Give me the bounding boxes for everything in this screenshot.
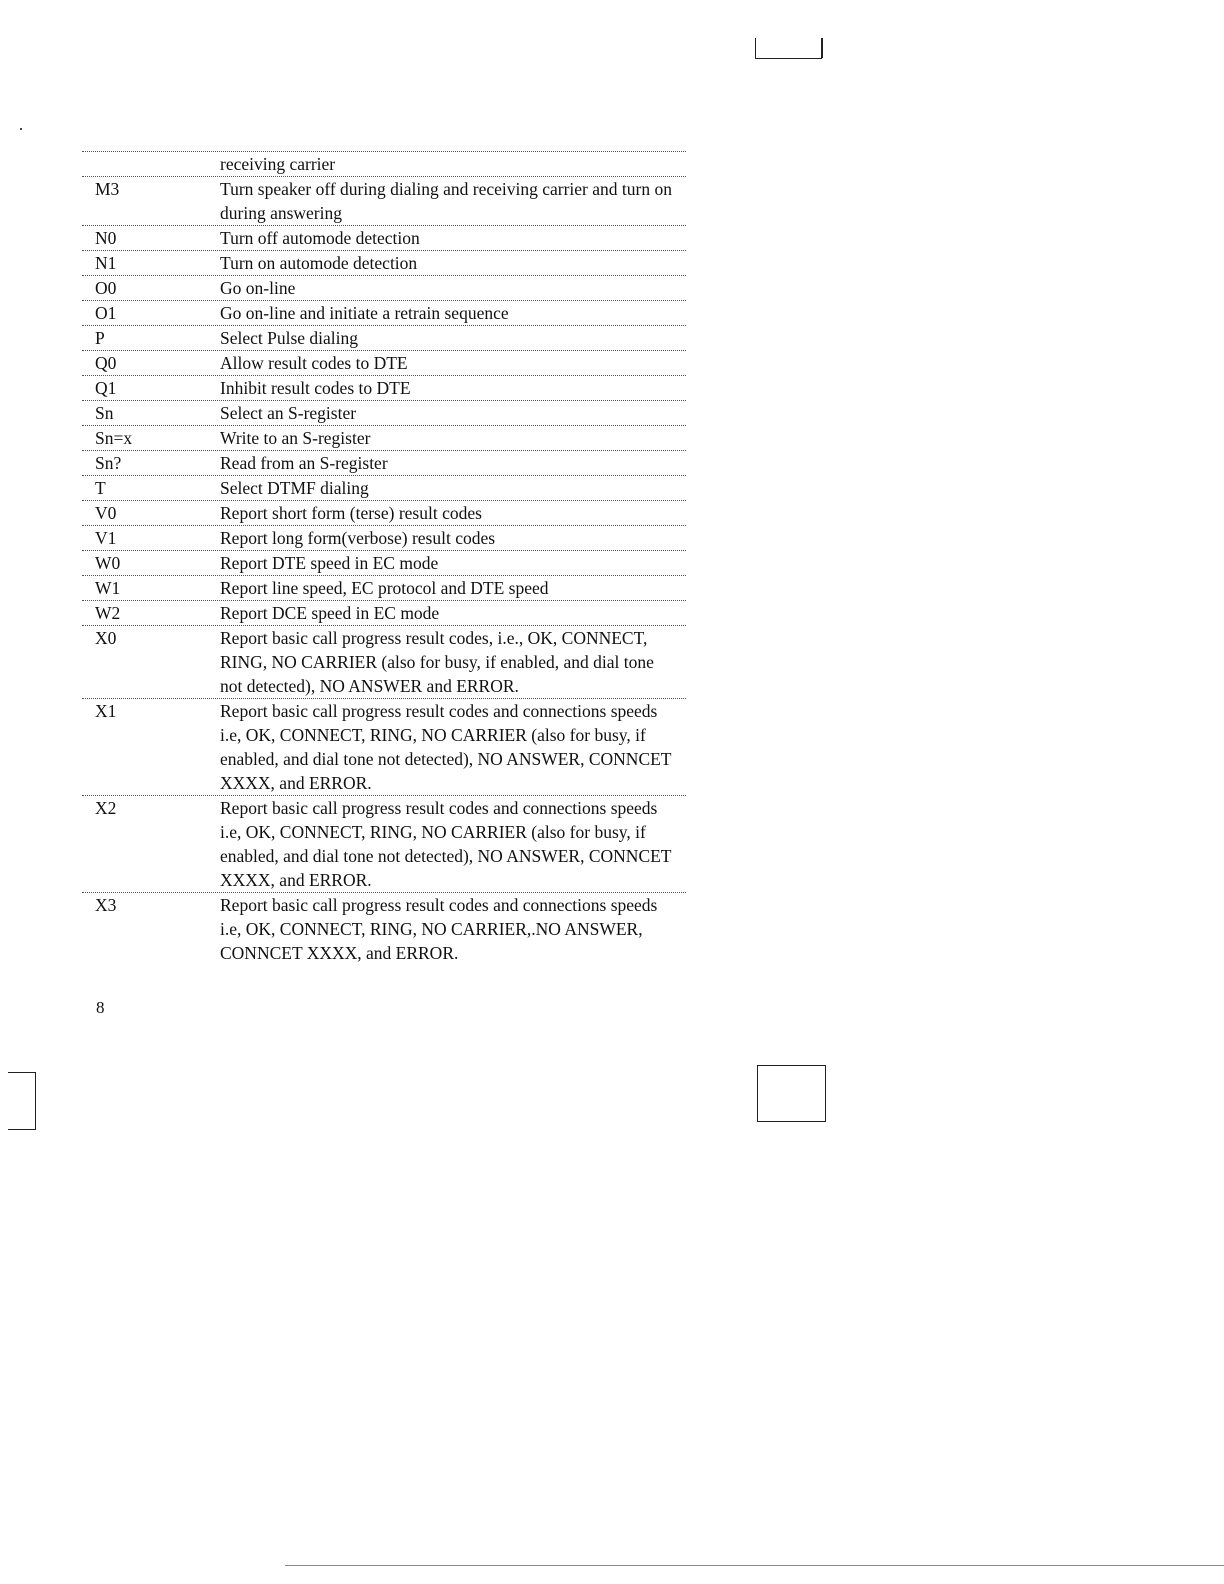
table-row bbox=[82, 301, 686, 326]
command-code: X2 bbox=[95, 798, 117, 818]
command-code: N0 bbox=[95, 228, 117, 248]
table-row bbox=[82, 276, 686, 301]
command-description: Report basic call progress result codes and connections speeds i.e, OK, CONNECT, RING, NO CARRIER (also for busy, if enabled, and dial tone not detected), NO ANSWER, CONNCET XXXX, and ERROR. bbox=[220, 701, 672, 793]
command-code: Sn? bbox=[95, 453, 122, 473]
command-code: N1 bbox=[95, 253, 117, 273]
command-code: V1 bbox=[95, 528, 117, 548]
table-row bbox=[82, 451, 686, 476]
table-row bbox=[82, 401, 686, 426]
command-code: W0 bbox=[95, 553, 121, 573]
scan-speck bbox=[20, 128, 22, 130]
command-description: Turn on automode detection bbox=[220, 253, 418, 273]
table-row bbox=[82, 576, 686, 601]
command-description: Select an S-register bbox=[220, 403, 357, 423]
command-code: P bbox=[95, 328, 105, 348]
table-row bbox=[82, 351, 686, 376]
table-row bbox=[82, 501, 686, 526]
table-row bbox=[82, 796, 686, 893]
table-row bbox=[82, 326, 686, 351]
table-row bbox=[82, 226, 686, 251]
command-description: Report basic call progress result codes and connections speeds i.e, OK, CONNECT, RING, NO CARRIER,.NO ANSWER, CONNCET XXXX, and ERROR. bbox=[220, 895, 658, 963]
command-code: Sn=x bbox=[95, 428, 133, 448]
command-description: receiving carrier bbox=[220, 154, 336, 174]
command-description: Select DTMF dialing bbox=[220, 478, 369, 498]
command-code: O0 bbox=[95, 278, 117, 298]
table-row bbox=[82, 251, 686, 276]
table-row bbox=[82, 426, 686, 451]
command-code: M3 bbox=[95, 179, 120, 199]
table-row bbox=[82, 699, 686, 796]
command-code: T bbox=[95, 478, 106, 498]
page-number: 8 bbox=[96, 998, 105, 1017]
command-description: Turn off automode detection bbox=[220, 228, 420, 248]
command-description: Allow result codes to DTE bbox=[220, 353, 408, 373]
command-description: Turn speaker off during dialing and receiving carrier and turn on during answering bbox=[220, 179, 672, 223]
command-code: W2 bbox=[95, 603, 121, 623]
command-table bbox=[82, 151, 686, 965]
command-code: Sn bbox=[95, 403, 114, 423]
command-description: Report basic call progress result codes, i.e., OK, CONNECT, RING, NO CARRIER (also for busy, if enabled, and dial tone not detected), NO ANSWER and ERROR. bbox=[220, 628, 654, 696]
table-row bbox=[82, 893, 686, 965]
table-row bbox=[82, 152, 686, 177]
command-description: Select Pulse dialing bbox=[220, 328, 359, 348]
command-code: W1 bbox=[95, 578, 121, 598]
command-description: Report line speed, EC protocol and DTE speed bbox=[220, 578, 549, 598]
command-code: X3 bbox=[95, 895, 117, 915]
command-description: Report DCE speed in EC mode bbox=[220, 603, 440, 623]
command-code: V0 bbox=[95, 503, 117, 523]
table-row bbox=[82, 177, 686, 226]
table-row bbox=[82, 601, 686, 626]
bottom-rule bbox=[285, 1565, 1224, 1566]
table-row bbox=[82, 476, 686, 501]
command-code: O1 bbox=[95, 303, 117, 323]
command-code: Q0 bbox=[95, 353, 117, 373]
crop-mark-top-tick bbox=[821, 38, 823, 58]
table-row bbox=[82, 551, 686, 576]
table-row bbox=[82, 626, 686, 699]
command-description: Go on-line and initiate a retrain sequence bbox=[220, 303, 509, 323]
command-description: Read from an S-register bbox=[220, 453, 388, 473]
command-description: Write to an S-register bbox=[220, 428, 371, 448]
command-code bbox=[82, 152, 220, 176]
command-description: Inhibit result codes to DTE bbox=[220, 378, 411, 398]
crop-mark-top bbox=[755, 38, 822, 59]
crop-mark-box bbox=[757, 1065, 826, 1122]
crop-mark-left bbox=[8, 1072, 36, 1130]
command-code: X0 bbox=[95, 628, 117, 648]
command-description: Report basic call progress result codes and connections speeds i.e, OK, CONNECT, RING, NO CARRIER (also for busy, if enabled, and dial tone not detected), NO ANSWER, CONNCET XXXX, and ERROR. bbox=[220, 798, 672, 890]
command-code: Q1 bbox=[95, 378, 117, 398]
command-description: Report DTE speed in EC mode bbox=[220, 553, 439, 573]
table-row bbox=[82, 376, 686, 401]
command-description: Go on-line bbox=[220, 278, 296, 298]
command-description: Report long form(verbose) result codes bbox=[220, 528, 496, 548]
table-row bbox=[82, 526, 686, 551]
command-description: Report short form (terse) result codes bbox=[220, 503, 482, 523]
command-code: X1 bbox=[95, 701, 117, 721]
